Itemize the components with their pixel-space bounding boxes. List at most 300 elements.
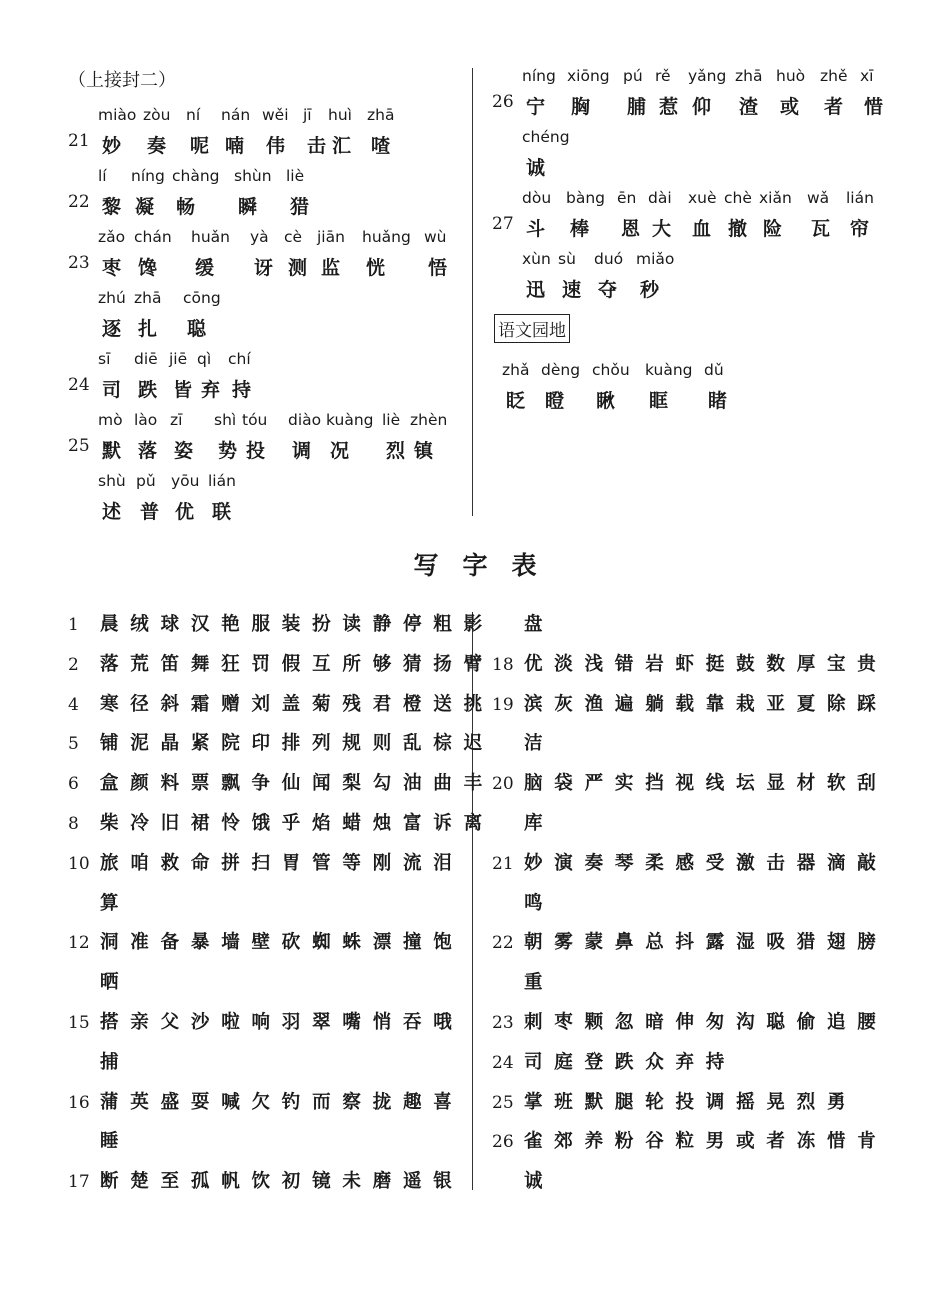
writing-character: 栽 xyxy=(736,693,755,715)
writing-character: 司 xyxy=(524,1051,543,1073)
writing-character: 袋 xyxy=(554,773,573,795)
writing-row xyxy=(492,844,892,884)
pinyin: zhā xyxy=(367,106,395,124)
writing-character: 闻 xyxy=(312,773,331,795)
writing-character: 钓 xyxy=(281,1091,301,1113)
pinyin: jiān xyxy=(317,228,345,246)
character: 速 xyxy=(562,279,582,301)
writing-character: 视 xyxy=(675,773,695,795)
character: 血 xyxy=(692,218,712,240)
pinyin: liè xyxy=(286,167,305,185)
pinyin: wěi xyxy=(262,106,289,124)
character: 普 xyxy=(140,501,160,523)
writing-character: 晃 xyxy=(766,1091,785,1113)
writing-character: 郊 xyxy=(554,1131,573,1153)
pinyin: mò xyxy=(98,411,123,429)
writing-character: 假 xyxy=(281,653,301,675)
writing-character: 饱 xyxy=(433,932,452,954)
writing-character: 谷 xyxy=(645,1131,664,1153)
pinyin: wù xyxy=(424,228,447,246)
writing-row xyxy=(492,884,892,924)
writing-row xyxy=(68,685,483,725)
character: 瞪 xyxy=(545,390,565,412)
writing-character: 初 xyxy=(281,1171,301,1193)
pinyin: zhǎ xyxy=(502,361,530,379)
writing-character: 淡 xyxy=(554,653,573,675)
writing-character: 晒 xyxy=(100,972,119,994)
pinyin: kuàng xyxy=(645,361,693,379)
character: 宁 xyxy=(526,96,546,118)
character: 秒 xyxy=(640,279,660,301)
writing-character: 饿 xyxy=(251,813,271,834)
character: 优 xyxy=(175,501,195,523)
writing-character: 膀 xyxy=(857,932,876,954)
character: 迅 xyxy=(526,279,546,301)
writing-character: 影 xyxy=(463,614,483,635)
writing-row-number: 17 xyxy=(68,1172,90,1193)
character: 馋 xyxy=(138,257,158,279)
character: 诚 xyxy=(526,157,546,179)
pinyin: rě xyxy=(655,67,671,85)
pinyin: xiǎn xyxy=(759,189,792,207)
writing-character: 欠 xyxy=(251,1091,271,1113)
writing-character: 球 xyxy=(160,614,180,635)
writing-character: 软 xyxy=(827,773,846,795)
pinyin: lián xyxy=(846,189,874,207)
pinyin: duó xyxy=(594,250,624,268)
writing-row xyxy=(68,1122,468,1162)
character: 跌 xyxy=(138,379,158,401)
writing-row-number: 20 xyxy=(492,774,514,795)
character: 测 xyxy=(288,257,308,279)
writing-character: 泥 xyxy=(130,733,149,755)
writing-character: 啦 xyxy=(221,1012,240,1033)
writing-character: 柔 xyxy=(645,852,664,874)
writing-character: 众 xyxy=(645,1051,664,1073)
writing-character: 暗 xyxy=(645,1012,664,1033)
writing-row-number: 18 xyxy=(492,654,514,675)
writing-row xyxy=(492,804,892,844)
writing-row xyxy=(68,923,468,963)
pinyin: sù xyxy=(558,250,576,268)
writing-character: 庭 xyxy=(554,1051,573,1073)
writing-row-number: 25 xyxy=(492,1092,514,1113)
pinyin: shì xyxy=(214,411,237,429)
writing-character: 湿 xyxy=(736,932,755,954)
writing-character: 轮 xyxy=(645,1091,664,1113)
writing-character: 赠 xyxy=(221,693,240,715)
pinyin: zhě xyxy=(820,67,848,85)
writing-character: 暴 xyxy=(190,932,210,954)
reading-number: 22 xyxy=(68,192,90,212)
writing-character: 粒 xyxy=(675,1131,695,1153)
writing-character: 脑 xyxy=(524,773,543,795)
writing-character: 镜 xyxy=(312,1171,331,1193)
writing-character: 载 xyxy=(675,693,695,715)
character: 呢 xyxy=(190,135,210,157)
character: 胸 xyxy=(571,96,591,118)
writing-character: 列 xyxy=(312,733,331,755)
character: 调 xyxy=(292,440,312,462)
writing-character: 严 xyxy=(584,773,604,795)
writing-character: 灰 xyxy=(554,693,573,715)
writing-row xyxy=(68,844,468,884)
writing-character: 帆 xyxy=(221,1171,240,1193)
character: 眨 xyxy=(506,390,526,412)
reading-number: 26 xyxy=(492,92,514,112)
writing-character: 哦 xyxy=(433,1012,452,1033)
writing-character: 默 xyxy=(584,1091,604,1113)
pinyin: cōng xyxy=(183,289,221,307)
character: 大 xyxy=(652,218,672,240)
writing-character: 送 xyxy=(433,693,452,715)
character: 击 xyxy=(307,135,327,157)
writing-character: 汉 xyxy=(190,614,210,635)
writing-character: 挺 xyxy=(705,653,725,675)
writing-character: 扮 xyxy=(312,614,331,635)
writing-character: 诚 xyxy=(524,1171,543,1193)
writing-row xyxy=(68,605,483,645)
character: 者 xyxy=(824,96,844,118)
writing-character: 落 xyxy=(100,653,119,675)
writing-character: 显 xyxy=(766,773,785,795)
writing-character: 臂 xyxy=(463,653,483,675)
character: 惜 xyxy=(864,96,884,118)
writing-character: 断 xyxy=(100,1171,119,1193)
section-badge: 语文园地 xyxy=(494,314,570,343)
writing-row-number: 1 xyxy=(68,615,79,635)
writing-character: 或 xyxy=(736,1131,755,1153)
writing-character: 浅 xyxy=(584,653,604,675)
pinyin: shù xyxy=(98,472,126,490)
pinyin: xùn xyxy=(522,250,551,268)
writing-row xyxy=(68,804,483,844)
writing-row-number: 22 xyxy=(492,933,514,954)
writing-character: 漂 xyxy=(372,932,392,954)
character: 瞅 xyxy=(596,390,616,412)
writing-character: 英 xyxy=(130,1091,149,1113)
writing-character: 冷 xyxy=(130,813,149,834)
character: 司 xyxy=(102,379,122,401)
character: 落 xyxy=(138,440,158,462)
writing-character: 喊 xyxy=(221,1091,240,1113)
character: 畅 xyxy=(176,196,196,218)
writing-character: 颜 xyxy=(130,773,149,795)
character: 险 xyxy=(763,218,783,240)
writing-character: 蒙 xyxy=(584,932,604,954)
character: 述 xyxy=(102,501,122,523)
writing-character: 旅 xyxy=(100,852,119,874)
writing-character: 乎 xyxy=(281,813,301,834)
writing-character: 挡 xyxy=(645,773,664,795)
writing-character: 虾 xyxy=(675,653,695,675)
writing-character: 腿 xyxy=(614,1091,634,1113)
continuation-note: （上接封二） xyxy=(68,70,176,91)
writing-character: 亲 xyxy=(130,1012,149,1033)
writing-character: 壁 xyxy=(251,932,271,954)
writing-character: 睡 xyxy=(100,1131,119,1153)
writing-character: 雾 xyxy=(554,932,573,954)
character: 恩 xyxy=(621,218,641,240)
pinyin: dòu xyxy=(522,189,552,207)
writing-character: 滴 xyxy=(827,852,846,874)
writing-character: 靠 xyxy=(705,693,725,715)
character: 眶 xyxy=(649,390,669,412)
pinyin: níng xyxy=(522,67,556,85)
character: 凝 xyxy=(135,196,155,218)
pinyin: zǎo xyxy=(98,228,126,246)
writing-row xyxy=(492,685,892,725)
writing-row-number: 8 xyxy=(68,814,79,834)
writing-character: 拼 xyxy=(221,852,240,874)
writing-character: 印 xyxy=(251,733,271,755)
writing-character: 琴 xyxy=(614,852,634,874)
writing-character: 银 xyxy=(433,1171,452,1193)
pinyin: shùn xyxy=(234,167,272,185)
writing-row-number: 16 xyxy=(68,1092,90,1113)
writing-character: 粗 xyxy=(433,614,452,635)
writing-character: 飘 xyxy=(221,773,240,795)
writing-character: 响 xyxy=(251,1012,271,1033)
writing-character: 耍 xyxy=(190,1091,210,1113)
writing-character: 渔 xyxy=(584,693,604,715)
pinyin: chéng xyxy=(522,128,570,146)
writing-character: 悄 xyxy=(372,1012,392,1033)
writing-row-number: 26 xyxy=(492,1132,514,1153)
writing-character: 厚 xyxy=(796,653,816,675)
writing-character: 够 xyxy=(372,653,392,675)
writing-character: 数 xyxy=(766,653,785,675)
character: 猎 xyxy=(290,196,310,218)
writing-character: 坛 xyxy=(736,773,755,795)
writing-character: 击 xyxy=(766,852,785,874)
reading-group xyxy=(68,350,488,406)
character: 瞬 xyxy=(238,196,258,218)
writing-character: 喜 xyxy=(433,1091,452,1113)
writing-character: 持 xyxy=(705,1051,725,1073)
writing-character: 冻 xyxy=(796,1131,816,1153)
writing-character: 父 xyxy=(160,1012,180,1033)
writing-character: 料 xyxy=(160,773,180,795)
writing-character: 实 xyxy=(614,773,634,795)
writing-character: 饮 xyxy=(251,1171,271,1193)
pinyin: chí xyxy=(228,350,251,368)
writing-character: 楚 xyxy=(130,1171,149,1193)
writing-character: 准 xyxy=(130,932,149,954)
writing-character: 备 xyxy=(160,932,180,954)
writing-character: 残 xyxy=(342,693,361,715)
reading-number: 27 xyxy=(492,214,514,234)
writing-character: 除 xyxy=(827,693,846,715)
character: 姿 xyxy=(174,440,194,462)
writing-character: 票 xyxy=(190,773,210,795)
pinyin: jiē xyxy=(169,350,188,368)
writing-character: 离 xyxy=(463,813,483,834)
writing-character: 磨 xyxy=(372,1171,392,1193)
writing-character: 抖 xyxy=(675,932,695,954)
writing-character: 器 xyxy=(796,852,816,874)
writing-character: 腰 xyxy=(857,1012,876,1033)
writing-row-number: 5 xyxy=(68,734,79,755)
writing-character: 规 xyxy=(342,733,361,755)
writing-character: 裙 xyxy=(190,813,210,834)
writing-character: 朝 xyxy=(524,932,543,954)
writing-character: 感 xyxy=(675,852,695,874)
writing-character: 径 xyxy=(130,693,149,715)
character: 监 xyxy=(321,257,341,279)
writing-row xyxy=(492,645,892,685)
writing-character: 妙 xyxy=(524,852,543,874)
pinyin: yōu xyxy=(171,472,200,490)
writing-character: 吸 xyxy=(766,932,785,954)
pinyin: diào xyxy=(288,411,322,429)
writing-character: 拢 xyxy=(372,1091,392,1113)
writing-row xyxy=(68,724,483,764)
pinyin: tóu xyxy=(242,411,268,429)
writing-character: 猎 xyxy=(796,932,816,954)
writing-character: 孤 xyxy=(190,1171,210,1193)
pinyin: ēn xyxy=(617,189,637,207)
pinyin: zòu xyxy=(143,106,171,124)
writing-character: 寒 xyxy=(100,693,119,715)
writing-character: 翠 xyxy=(312,1012,331,1033)
writing-character: 材 xyxy=(796,773,816,795)
writing-character: 忽 xyxy=(614,1012,634,1033)
pinyin: pú xyxy=(623,67,643,85)
character: 睹 xyxy=(708,390,728,412)
character: 撤 xyxy=(728,218,748,240)
writing-character: 颗 xyxy=(584,1012,604,1033)
writing-character: 橙 xyxy=(403,693,422,715)
writing-character: 则 xyxy=(372,733,392,755)
reading-number: 21 xyxy=(68,131,90,151)
pinyin: wǎ xyxy=(807,189,830,207)
writing-character: 者 xyxy=(766,1131,785,1153)
writing-character: 盛 xyxy=(160,1091,180,1113)
character: 汇 xyxy=(332,135,352,157)
writing-character: 棕 xyxy=(433,733,452,755)
character: 渣 xyxy=(739,96,759,118)
character: 帘 xyxy=(850,218,870,240)
writing-row xyxy=(492,963,892,1003)
writing-character: 所 xyxy=(342,653,361,675)
writing-character: 躺 xyxy=(645,693,664,715)
writing-character: 服 xyxy=(251,614,271,635)
writing-character: 雀 xyxy=(524,1131,543,1153)
writing-character: 洞 xyxy=(100,932,119,954)
writing-character: 蒲 xyxy=(100,1091,119,1113)
writing-character: 吞 xyxy=(403,1012,422,1033)
character: 缓 xyxy=(195,257,215,279)
writing-character: 偷 xyxy=(796,1012,816,1033)
writing-row-number: 10 xyxy=(68,853,90,874)
writing-character: 盒 xyxy=(100,773,119,795)
pinyin: jī xyxy=(303,106,312,124)
writing-character: 霜 xyxy=(190,693,210,715)
character: 聪 xyxy=(187,318,207,340)
character: 烈 xyxy=(386,440,406,462)
writing-character: 线 xyxy=(705,773,725,795)
writing-character: 焰 xyxy=(312,813,331,834)
writing-character: 盖 xyxy=(281,693,301,715)
writing-character: 曲 xyxy=(433,773,452,795)
pinyin: bàng xyxy=(566,189,605,207)
writing-character: 洁 xyxy=(524,733,543,755)
pinyin: dài xyxy=(648,189,672,207)
writing-character: 仙 xyxy=(281,773,301,795)
writing-character: 遍 xyxy=(614,693,634,715)
character: 喃 xyxy=(225,135,245,157)
character: 奏 xyxy=(147,135,167,157)
writing-character: 羽 xyxy=(281,1012,301,1033)
writing-row xyxy=(68,764,483,804)
writing-row xyxy=(68,1083,468,1123)
writing-row-number: 15 xyxy=(68,1013,90,1033)
writing-character: 命 xyxy=(190,852,210,874)
writing-character: 调 xyxy=(705,1091,725,1113)
character: 扎 xyxy=(138,318,158,340)
writing-character: 总 xyxy=(645,932,664,954)
writing-character: 夏 xyxy=(796,693,816,715)
writing-row xyxy=(492,605,892,645)
writing-character: 迟 xyxy=(463,733,483,755)
writing-character: 伸 xyxy=(675,1012,695,1033)
character: 瓦 xyxy=(811,218,831,240)
writing-character: 刘 xyxy=(251,693,271,715)
character: 黎 xyxy=(102,196,122,218)
writing-character: 弃 xyxy=(675,1051,695,1073)
pinyin: níng xyxy=(131,167,165,185)
writing-character: 紧 xyxy=(190,733,210,755)
pinyin: zhú xyxy=(98,289,126,307)
writing-character: 晶 xyxy=(160,733,180,755)
writing-character: 敲 xyxy=(857,852,876,874)
writing-character: 笛 xyxy=(160,653,180,675)
writing-row xyxy=(68,1162,468,1202)
pinyin: lí xyxy=(98,167,107,185)
writing-row-number: 21 xyxy=(492,853,514,874)
writing-character: 沙 xyxy=(190,1012,210,1033)
writing-character: 掌 xyxy=(524,1091,543,1113)
writing-character: 鸣 xyxy=(524,892,543,914)
character: 默 xyxy=(102,440,122,462)
writing-character: 遥 xyxy=(403,1171,422,1193)
writing-character: 鼓 xyxy=(736,653,755,675)
writing-row xyxy=(68,1003,468,1043)
pinyin: xiōng xyxy=(567,67,610,85)
writing-row xyxy=(492,1083,892,1123)
writing-character: 鼻 xyxy=(614,932,634,954)
pinyin: cè xyxy=(284,228,303,246)
writing-character: 宝 xyxy=(827,653,846,675)
character: 逐 xyxy=(102,318,122,340)
reading-number: 24 xyxy=(68,375,90,395)
character: 或 xyxy=(780,96,800,118)
writing-character: 墙 xyxy=(221,932,240,954)
character: 脯 xyxy=(627,96,647,118)
character: 弃 xyxy=(201,379,221,401)
pinyin: miào xyxy=(98,106,137,124)
writing-character: 烈 xyxy=(796,1091,816,1113)
writing-character: 趣 xyxy=(403,1091,422,1113)
writing-character: 错 xyxy=(614,653,634,675)
pinyin: chè xyxy=(724,189,752,207)
writing-character: 养 xyxy=(584,1131,604,1153)
writing-character: 班 xyxy=(554,1091,573,1113)
writing-row xyxy=(68,1043,468,1083)
writing-character: 柴 xyxy=(100,813,119,834)
writing-character: 库 xyxy=(524,813,543,834)
